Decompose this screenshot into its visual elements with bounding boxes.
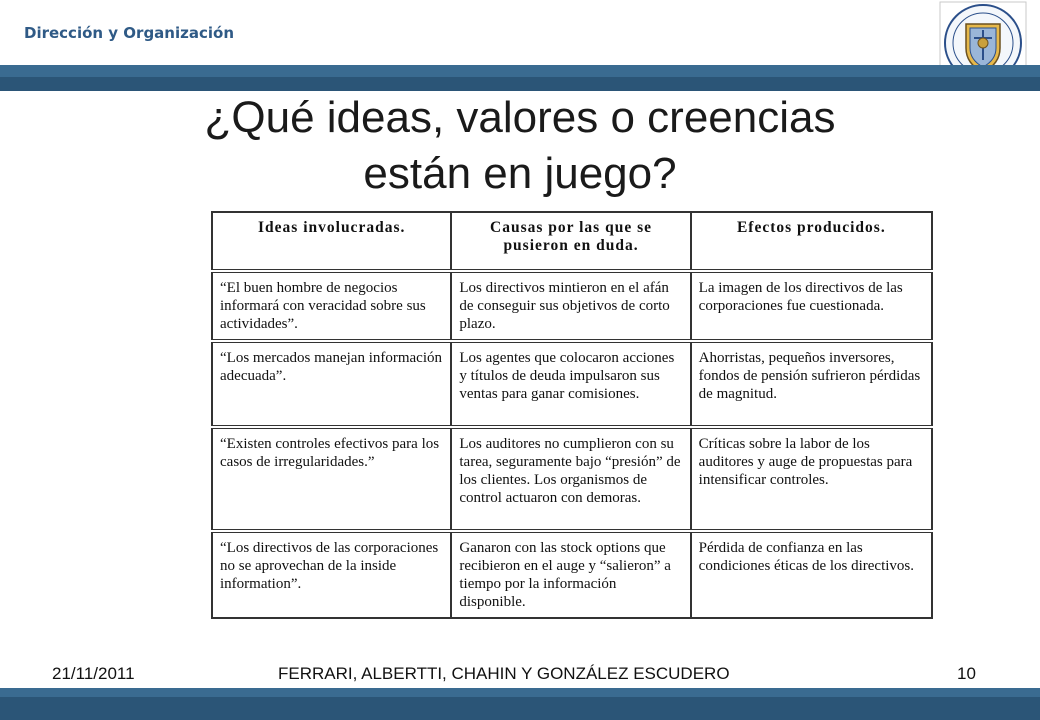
footer-authors: FERRARI, ALBERTTI, CHAHIN Y GONZÁLEZ ESCUDERO [278, 664, 730, 683]
table-cell: Críticas sobre la labor de los auditores y auge de propuestas para intensificar controles. [691, 427, 932, 531]
table-cell: Pérdida de confianza en las condiciones éticas de los directivos. [691, 531, 932, 618]
table-row [212, 341, 932, 427]
table-row [212, 531, 932, 618]
table-cell: Ahorristas, pequeños inversores, fondos de pensión sufrieron pérdidas de magnitud. [691, 341, 932, 427]
footer-date: 21/11/2011 [52, 664, 135, 683]
table-cell: Los auditores no cumplieron con su tarea, seguramente bajo “presión” de los clientes. Los organismos de control actuaron con demoras. [451, 427, 690, 531]
top-bar [0, 65, 1040, 77]
title-line-2: están en juego? [363, 149, 677, 198]
header-causas: Causas por las que se pusieron en duda. [451, 212, 690, 271]
bottom-bar-shadow [0, 697, 1040, 720]
bottom-bar [0, 688, 1040, 697]
header-efectos: Efectos producidos. [691, 212, 932, 271]
table-cell: Ganaron con las stock options que recibieron en el auge y “salieron” a tiempo por la información disponible. [451, 531, 690, 618]
header-ideas: Ideas involucradas. [212, 212, 451, 271]
table-row [212, 271, 932, 341]
top-bar-shadow [0, 77, 1040, 91]
ideas-table [211, 211, 933, 619]
header-label: Dirección y Organización [24, 24, 234, 42]
table-cell: “Los mercados manejan información adecuada”. [212, 341, 451, 427]
title-line-1: ¿Qué ideas, valores o creencias [204, 93, 836, 142]
table-cell: “Existen controles efectivos para los casos de irregularidades.” [212, 427, 451, 531]
footer-page-number: 10 [957, 664, 976, 683]
table-cell: “El buen hombre de negocios informará con veracidad sobre sus actividades”. [212, 271, 451, 341]
table-cell: La imagen de los directivos de las corporaciones fue cuestionada. [691, 271, 932, 341]
table-cell: Los directivos mintieron en el afán de conseguir sus objetivos de corto plazo. [451, 271, 690, 341]
table-header-row [212, 212, 932, 271]
table-row [212, 427, 932, 531]
table-cell: “Los directivos de las corporaciones no se aprovechan de la inside information”. [212, 531, 451, 618]
table-cell: Los agentes que colocaron acciones y títulos de deuda impulsaron sus ventas para ganar comisiones. [451, 341, 690, 427]
slide-title [60, 90, 980, 202]
